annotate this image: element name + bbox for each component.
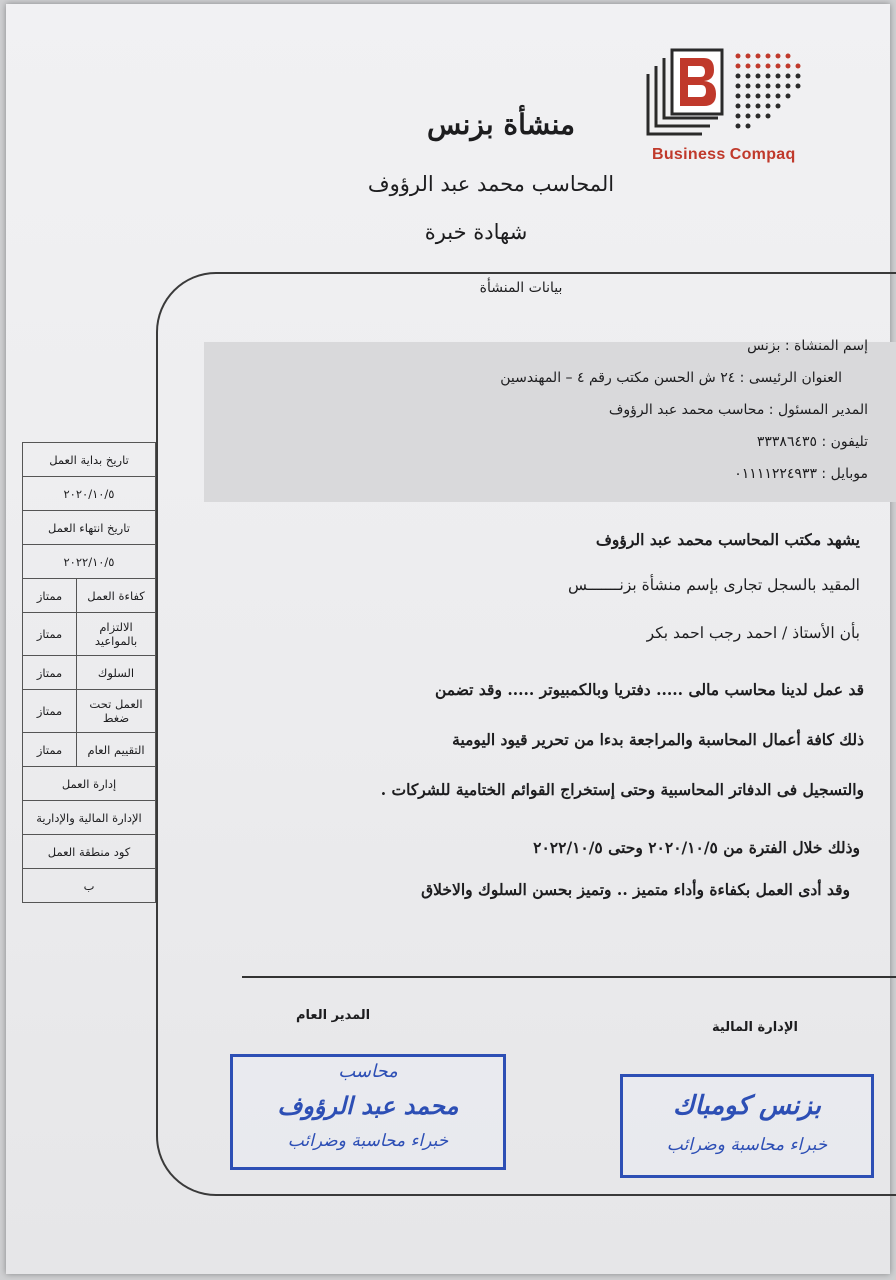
logo-wordmark-first: Business	[652, 146, 726, 163]
start-date-label-row	[23, 443, 156, 477]
signature-divider	[242, 976, 896, 978]
accountant-stamp	[230, 1054, 506, 1170]
rating-value: ممتاز	[23, 579, 77, 613]
region-code-value: ب	[23, 869, 156, 903]
rating-row	[23, 613, 156, 656]
establishment-info-box	[204, 338, 896, 502]
rating-row	[23, 656, 156, 690]
certificate-line-3: بأن الأستاذ / احمد رجب احمد بكر	[646, 624, 860, 642]
start-date-value-row	[23, 477, 156, 511]
certificate-line-5: ذلك كافة أعمال المحاسبة والمراجعة بدءا من تحرير قيود اليومية	[452, 730, 864, 749]
rating-value: ممتاز	[23, 656, 77, 690]
certificate-line-2: المقيد بالسجل تجارى بإسم منشأة بزنـــــــس	[568, 576, 860, 594]
rating-row	[23, 690, 156, 733]
region-code-label: كود منطقة العمل	[23, 835, 156, 869]
accountant-stamp-title: محاسب	[338, 1061, 398, 1082]
brand-title: منشأة بزنس	[426, 108, 576, 141]
accountant-stamp-name: محمد عبد الرؤوف	[277, 1091, 459, 1120]
rating-row	[23, 733, 156, 767]
region-code-label-row	[23, 835, 156, 869]
department-label: إدارة العمل	[23, 767, 156, 801]
company-stamp-name: بزنس كومباك	[673, 1091, 821, 1121]
start-date-label: تاريخ بداية العمل	[23, 443, 156, 477]
rating-value: ممتاز	[23, 690, 77, 733]
establishment-manager: المدير المسئول : محاسب محمد عبد الرؤوف	[608, 402, 868, 418]
establishment-mobile: موبايل : ٠١١١١٢٢٤٩٣٣	[734, 466, 868, 482]
certificate-line-7: وذلك خلال الفترة من ٢٠٢٠/١٠/٥ وحتى ٢٠٢٢/١٠/٥	[533, 838, 860, 857]
accountant-stamp-subtitle: خبراء محاسبة وضرائب	[287, 1131, 449, 1151]
general-manager-label: المدير العام	[296, 1008, 371, 1023]
end-date-value: ٢٠٢٢/١٠/٥	[23, 545, 156, 579]
end-date-label-row	[23, 511, 156, 545]
rating-label: التقييم العام	[77, 733, 156, 767]
company-stamp	[620, 1074, 874, 1178]
establishment-address: العنوان الرئيسى : ٢٤ ش الحسن مكتب رقم ٤ – المهندسين	[500, 370, 842, 386]
accountant-name: المحاسب محمد عبد الرؤوف	[367, 172, 615, 196]
end-date-label: تاريخ انتهاء العمل	[23, 511, 156, 545]
logo-wordmark	[652, 146, 796, 164]
establishment-section-title: بيانات المنشأة	[479, 280, 563, 296]
establishment-phone: تليفون : ٣٣٣٨٦٤٣٥	[756, 434, 868, 450]
establishment-name: إسم المنشاة : بزنس	[747, 338, 868, 354]
department-value: الإدارة المالية والإدارية	[23, 801, 156, 835]
rating-label: الالتزام بالمواعيد	[77, 613, 156, 656]
evaluation-side-table	[22, 442, 156, 903]
certificate-paper	[6, 4, 890, 1274]
rating-value: ممتاز	[23, 733, 77, 767]
rating-label: العمل تحت ضغط	[77, 690, 156, 733]
rating-value: ممتاز	[23, 613, 77, 656]
rating-label: كفاءة العمل	[77, 579, 156, 613]
start-date-value: ٢٠٢٠/١٠/٥	[23, 477, 156, 511]
company-stamp-subtitle: خبراء محاسبة وضرائب	[666, 1135, 828, 1155]
department-label-row	[23, 767, 156, 801]
rating-label: السلوك	[77, 656, 156, 690]
rating-row	[23, 579, 156, 613]
certificate-line-8: وقد أدى العمل بكفاءة وأداء متميز .. وتميز بحسن السلوك والاخلاق	[421, 880, 850, 899]
certificate-line-1: يشهد مكتب المحاسب محمد عبد الرؤوف	[595, 530, 860, 549]
certificate-title: شهادة خبرة	[424, 220, 528, 244]
end-date-value-row	[23, 545, 156, 579]
finance-department-label: الإدارة المالية	[712, 1020, 798, 1035]
certificate-line-4: قد عمل لدينا محاسب مالى ..... دفتريا وبالكمبيوتر ..... وقد تضمن	[434, 680, 864, 699]
department-value-row	[23, 801, 156, 835]
logo-wordmark-second: Compaq	[729, 146, 796, 163]
region-code-value-row	[23, 869, 156, 903]
certificate-line-6: والتسجيل فى الدفاتر المحاسبية وحتى إستخراج القوائم الختامية للشركات .	[380, 780, 864, 799]
